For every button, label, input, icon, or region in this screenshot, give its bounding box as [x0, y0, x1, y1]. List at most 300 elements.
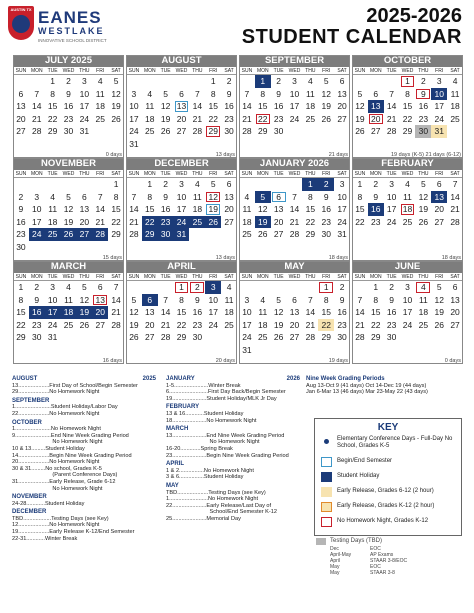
- day-cell: 27: [371, 126, 381, 136]
- school-days-count: 21 days: [328, 152, 348, 158]
- day-cell: 29: [258, 126, 268, 136]
- day-cell: 14: [242, 101, 252, 111]
- day-cell: 9: [276, 88, 281, 99]
- notes-row: 24-28............Student Holiday: [12, 500, 85, 507]
- day-cell: 28: [129, 229, 139, 239]
- day-cell: 31: [129, 138, 139, 149]
- grading-periods: [306, 374, 466, 396]
- weekday-label: FRI: [96, 68, 105, 74]
- day-cell: 21: [242, 113, 252, 124]
- day-cell: 15: [111, 204, 121, 214]
- key-label: Student Holiday: [337, 473, 380, 479]
- day-cell: 23: [192, 319, 203, 330]
- day-cell: 9: [323, 191, 329, 202]
- school-days-count: 15 days: [102, 255, 122, 261]
- day-cell: 10: [431, 88, 447, 101]
- day-cell: 5: [131, 294, 137, 305]
- notes-row: 1.......................Student Holiday/Labor Day: [12, 404, 118, 411]
- day-cell: 5: [357, 88, 363, 99]
- day-cell: 1: [357, 179, 363, 189]
- day-cell: 2: [339, 282, 345, 292]
- weekday-label: FRI: [96, 171, 105, 177]
- month-title: AUGUST: [126, 55, 237, 67]
- notes-month-label: AUGUST: [12, 376, 38, 382]
- weekday-label: THU: [79, 68, 90, 74]
- day-cell: 25: [258, 332, 268, 342]
- day-cell: 21: [192, 113, 203, 124]
- testing-what: EOC: [370, 564, 381, 570]
- weekday-label: TUE: [386, 171, 397, 177]
- school-days-count: 16 days: [102, 358, 122, 364]
- day-cell: 17: [434, 101, 444, 111]
- logo-sub: WESTLAKE: [38, 26, 105, 36]
- day-cell: 18: [192, 204, 203, 214]
- day-cell: 28: [192, 126, 203, 136]
- day-cell: 31: [337, 229, 347, 239]
- weekday-label: SUN: [15, 274, 27, 280]
- day-cell: 16: [368, 203, 384, 216]
- month-title: DECEMBER: [126, 158, 237, 170]
- grading-row: Jan 6-Mar 13 (46 days) Mar 23-May 22 (43 days): [306, 389, 428, 396]
- notes-column-1: [12, 374, 162, 542]
- notes-month-heading: [12, 398, 162, 405]
- weekday-label: SUN: [354, 68, 366, 74]
- day-cell: 22: [305, 216, 316, 227]
- day-cell: 13: [16, 101, 26, 111]
- notes-row: 20....................No Homework Night: [12, 459, 100, 466]
- day-cell: 12: [258, 204, 268, 214]
- day-cell: 16: [192, 307, 203, 317]
- day-cell: 11: [48, 204, 58, 214]
- key-label: Early Release, Grades 6-12 (2 hour): [337, 488, 434, 494]
- notes-row: No Homework Night: [166, 439, 260, 446]
- notes-row: 13 & 16............Student Holiday: [166, 410, 244, 417]
- weekday-label: FRI: [209, 274, 218, 280]
- day-cell: 8: [113, 191, 119, 202]
- day-cell: 25: [402, 216, 413, 227]
- month-frame: [13, 261, 124, 364]
- day-cell: 25: [418, 319, 429, 330]
- weekday-label: SAT: [111, 274, 121, 280]
- day-cell: 28: [92, 228, 108, 241]
- school-days-count: 19 days (K-5) 21 days (6-12): [390, 152, 461, 158]
- weekday-label: WED: [62, 68, 75, 74]
- notes-row: TBD..................Testing Days (see Key): [12, 515, 109, 522]
- day-cell: 12: [418, 191, 429, 202]
- day-cell: 12: [79, 294, 90, 305]
- day-cell: 13: [337, 88, 347, 99]
- day-cell: 12: [129, 307, 139, 317]
- day-cell: 15: [208, 101, 218, 111]
- day-cell: 26: [273, 332, 284, 342]
- day-cell: 22: [208, 113, 218, 124]
- day-cell: 26: [79, 319, 90, 330]
- month-title: MAY: [239, 261, 350, 273]
- day-cell: 28: [160, 332, 171, 342]
- day-cell: 18: [47, 216, 58, 227]
- day-cell: 10: [32, 204, 42, 214]
- day-cell: 2: [34, 282, 40, 292]
- month-title: OCTOBER: [352, 55, 463, 67]
- testing-what: STAAR 3-8/EOC: [370, 558, 408, 564]
- notes-row: 3 & 6................Student Holiday: [166, 474, 244, 481]
- weekday-label: TUE: [47, 171, 58, 177]
- day-cell: 10: [79, 88, 90, 99]
- grading-row: Aug 13-Oct 9 (41 days) Oct 14-Dec 19 (44 days): [306, 382, 427, 389]
- day-cell: 15: [355, 204, 365, 214]
- weekday-label: SUN: [128, 274, 140, 280]
- day-cell: 28: [450, 216, 460, 227]
- weekday-label: TUE: [160, 68, 171, 74]
- weekday-label: SUN: [128, 171, 140, 177]
- day-cell: 5: [163, 88, 168, 99]
- day-cell: 23: [418, 113, 429, 124]
- notes-row: No Homework Night: [12, 439, 103, 446]
- day-cell: 24: [289, 113, 300, 124]
- day-cell: 22: [142, 216, 158, 229]
- day-cell: 23: [16, 229, 26, 239]
- notes-month-heading: [12, 494, 162, 501]
- day-cell: 21: [111, 307, 121, 317]
- day-cell: 2: [18, 191, 24, 202]
- day-cell: 26: [321, 113, 331, 124]
- notes-row: 1 & 2................No Homework Night: [166, 467, 254, 474]
- school-days-count: 13 days: [215, 152, 235, 158]
- district-logo: AUSTIN TX EANES WESTLAKE INNOVATIVE SCHOOL DISTRICT: [8, 6, 140, 50]
- day-cell: 6: [452, 282, 458, 292]
- day-cell: 18: [258, 319, 268, 330]
- day-cell: 26: [355, 126, 365, 136]
- day-cell: 23: [158, 216, 174, 229]
- day-cell: 26: [61, 228, 77, 241]
- weekday-label: SAT: [337, 171, 347, 177]
- weekday-label: MON: [30, 68, 43, 74]
- day-cell: 12: [355, 101, 365, 111]
- notes-row: 13......................End Nine Week Grading Period: [166, 432, 285, 439]
- key-item: [315, 500, 461, 515]
- notes-month-label: NOVEMBER: [12, 494, 47, 501]
- day-cell: 22: [355, 216, 365, 227]
- day-cell: 7: [244, 88, 250, 99]
- day-cell: 20: [368, 113, 384, 126]
- day-cell: 10: [289, 88, 300, 99]
- day-cell: 20: [434, 204, 444, 214]
- day-cell: 19: [205, 203, 221, 216]
- weekday-label: FRI: [435, 274, 444, 280]
- month-frame: [126, 55, 237, 158]
- testing-what: AP Exams: [370, 552, 394, 558]
- notes-month-heading: [12, 420, 162, 427]
- weekday-label: TUE: [273, 171, 284, 177]
- day-cell: 2: [420, 76, 426, 86]
- key-label: Begin/End Semester: [337, 458, 393, 464]
- day-cell: 21: [305, 319, 316, 330]
- weekday-label: WED: [175, 274, 188, 280]
- day-cell: 21: [450, 204, 460, 214]
- day-cell: 14: [289, 204, 300, 214]
- notes-month-heading: [166, 426, 306, 433]
- weekday-label: SAT: [450, 274, 460, 280]
- logo-district: INNOVATIVE SCHOOL DISTRICT: [38, 38, 107, 43]
- testing-when: April: [330, 558, 341, 564]
- weekday-label: MON: [143, 171, 156, 177]
- weekday-label: THU: [305, 171, 316, 177]
- day-cell: 29: [305, 229, 316, 239]
- day-cell: 3: [50, 282, 55, 292]
- key-swatch-icon: [321, 472, 332, 482]
- day-cell: 6: [271, 191, 287, 204]
- day-cell: 20: [224, 204, 234, 214]
- day-cell: 9: [66, 88, 71, 99]
- day-cell: 13: [431, 191, 447, 204]
- day-cell: 23: [32, 319, 42, 330]
- day-cell: 14: [450, 191, 460, 202]
- day-cell: 14: [111, 294, 121, 305]
- day-cell: 30: [386, 332, 397, 342]
- notes-row: 22....................No Homework Night: [12, 410, 100, 417]
- testing-what: EOC: [370, 546, 381, 552]
- day-cell: 19: [273, 319, 284, 330]
- weekday-label: SAT: [450, 68, 460, 74]
- day-cell: 8: [260, 88, 266, 99]
- month-frame: [126, 261, 237, 364]
- day-cell: 10: [47, 294, 58, 305]
- day-cell: 31: [431, 125, 447, 138]
- day-cell: 11: [242, 204, 252, 214]
- grading-title: Nine Week Grading Periods: [306, 376, 385, 382]
- day-cell: 17: [386, 204, 397, 214]
- day-cell: 1: [50, 76, 55, 86]
- day-cell: 22: [111, 216, 121, 227]
- day-cell: 20: [92, 306, 108, 319]
- day-cell: 15: [321, 307, 331, 317]
- day-cell: 18: [450, 101, 460, 111]
- day-cell: 15: [16, 307, 26, 317]
- day-cell: 15: [145, 204, 155, 214]
- day-cell: 27: [145, 332, 155, 342]
- calendar-key: [314, 418, 462, 536]
- weekday-label: WED: [401, 274, 414, 280]
- day-cell: 20: [176, 113, 187, 124]
- day-cell: 5: [276, 294, 281, 305]
- day-cell: 30: [32, 332, 42, 342]
- weekday-label: THU: [305, 68, 316, 74]
- weekday-label: FRI: [209, 68, 218, 74]
- day-cell: 9: [18, 204, 24, 214]
- weekday-label: SUN: [15, 68, 27, 74]
- day-cell: 25: [305, 113, 316, 124]
- notes-row: 19....................Early Release K-12/End Semester: [12, 529, 135, 536]
- day-cell: 3: [179, 179, 184, 189]
- month-frame: [13, 55, 124, 158]
- day-cell: 30: [192, 332, 203, 342]
- day-cell: 9: [194, 294, 200, 305]
- notes-row: 30 & 31.........No school, Grades K-5: [12, 465, 102, 472]
- month-frame: [126, 158, 237, 261]
- day-cell: 10: [176, 191, 187, 202]
- day-cell: 21: [129, 216, 139, 227]
- day-cell: 1: [113, 179, 119, 189]
- weekday-label: SUN: [15, 171, 27, 177]
- day-cell: 7: [34, 88, 40, 99]
- day-cell: 21: [160, 319, 171, 330]
- weekday-label: FRI: [435, 171, 444, 177]
- day-cell: 28: [386, 126, 397, 136]
- school-year: 2025-2026: [366, 5, 462, 27]
- day-cell: 24: [337, 216, 347, 227]
- month-title: JULY 2025: [13, 55, 124, 67]
- day-cell: 12: [434, 294, 444, 305]
- calendar-title: STUDENT CALENDAR: [241, 26, 462, 48]
- day-cell: 2: [163, 179, 168, 189]
- key-swatch-icon: [324, 439, 329, 444]
- page-title: [242, 6, 462, 48]
- day-cell: 15: [305, 204, 316, 214]
- day-cell: 23: [371, 216, 381, 227]
- day-cell: 19: [321, 101, 331, 111]
- weekday-label: FRI: [322, 274, 331, 280]
- day-cell: 8: [210, 88, 216, 99]
- day-cell: 18: [95, 101, 105, 111]
- key-swatch-icon: [321, 487, 332, 497]
- day-cell: 24: [242, 332, 252, 342]
- weekday-label: TUE: [386, 274, 397, 280]
- day-cell: 16: [273, 101, 284, 111]
- day-cell: 6: [142, 294, 158, 307]
- notes-row: 18......................No Homework Night: [166, 417, 257, 424]
- weekday-label: THU: [192, 171, 203, 177]
- day-cell: 25: [145, 126, 155, 136]
- day-cell: 8: [50, 88, 55, 99]
- weekday-label: THU: [305, 274, 316, 280]
- day-cell: 17: [79, 101, 90, 111]
- day-cell: 21: [355, 319, 365, 330]
- day-cell: 7: [357, 294, 363, 305]
- day-cell: 29: [142, 228, 158, 241]
- weekday-label: MON: [30, 274, 43, 280]
- day-cell: 16: [16, 216, 26, 227]
- day-cell: 13: [450, 294, 460, 305]
- day-cell: 18: [400, 203, 416, 216]
- month-frame: [239, 261, 350, 364]
- day-cell: 7: [452, 179, 458, 189]
- day-cell: 6: [97, 282, 103, 292]
- day-cell: 29: [111, 229, 121, 239]
- day-cell: 28: [355, 332, 365, 342]
- day-cell: 5: [113, 76, 119, 86]
- day-cell: 11: [450, 88, 460, 99]
- notes-month-label: MARCH: [166, 426, 189, 433]
- day-cell: 7: [97, 191, 103, 202]
- day-cell: 4: [260, 294, 266, 305]
- notes-month-heading: [166, 376, 306, 383]
- day-cell: 11: [145, 101, 155, 111]
- testing-title: Testing Days (TBD): [330, 538, 383, 544]
- day-cell: 25: [63, 319, 74, 330]
- day-cell: 20: [289, 319, 300, 330]
- weekday-label: SUN: [354, 171, 366, 177]
- day-cell: 20: [450, 307, 460, 317]
- weekday-label: THU: [192, 274, 203, 280]
- notes-row: 9.......................End Nine Week Grading Period: [12, 432, 129, 439]
- notes-row: TBD....................Testing Days (see Key): [166, 489, 266, 496]
- testing-what: STAAR 3-8: [370, 570, 395, 576]
- notes-month-label: JANUARY: [166, 376, 195, 382]
- day-cell: 5: [81, 282, 87, 292]
- day-cell: 20: [79, 216, 90, 227]
- weekday-label: FRI: [322, 68, 331, 74]
- day-cell: 20: [337, 101, 347, 111]
- weekday-label: MON: [256, 68, 269, 74]
- day-cell: 25: [95, 113, 105, 124]
- day-cell: 12: [160, 101, 171, 111]
- day-cell: 10: [337, 191, 347, 202]
- day-cell: 24: [129, 126, 139, 136]
- day-cell: 21: [386, 113, 397, 124]
- day-cell: 17: [208, 307, 218, 317]
- day-cell: 3: [292, 76, 297, 86]
- day-cell: 11: [305, 88, 315, 99]
- key-item: [315, 515, 461, 530]
- weekday-label: THU: [418, 274, 429, 280]
- day-cell: 11: [224, 294, 234, 305]
- day-cell: 17: [289, 101, 300, 111]
- day-cell: 15: [47, 101, 58, 111]
- day-cell: 15: [176, 307, 187, 317]
- day-cell: 26: [434, 319, 444, 330]
- day-cell: 17: [45, 306, 61, 319]
- day-cell: 12: [111, 88, 121, 99]
- weekday-label: THU: [192, 68, 203, 74]
- weekday-label: SUN: [354, 274, 366, 280]
- day-cell: 8: [179, 294, 184, 305]
- day-cell: 13: [174, 100, 190, 113]
- day-cell: 18: [418, 307, 429, 317]
- school-days-count: 13 days: [215, 255, 235, 261]
- notes-row: 1.......................No Homework Night: [12, 426, 101, 433]
- day-cell: 1: [147, 179, 153, 189]
- logo-name: EANES: [38, 8, 102, 27]
- day-cell: 16: [337, 307, 347, 317]
- day-cell: 11: [403, 191, 412, 202]
- day-cell: 27: [450, 319, 460, 330]
- day-cell: 11: [95, 88, 105, 99]
- notes-row: 13....................First Day of School/Begin Semester: [12, 382, 138, 389]
- day-cell: 6: [373, 88, 379, 99]
- month-title: MARCH: [13, 261, 124, 273]
- key-item: [315, 455, 461, 470]
- day-cell: 22: [318, 319, 334, 332]
- day-cell: 11: [192, 191, 202, 202]
- day-cell: 3: [389, 179, 394, 189]
- school-days-count: 18 days: [441, 255, 461, 261]
- day-cell: 11: [418, 294, 428, 305]
- notes-month-heading: [166, 483, 306, 490]
- day-cell: 2: [318, 178, 334, 191]
- day-cell: 5: [436, 282, 442, 292]
- day-cell: 22: [371, 319, 381, 330]
- day-cell: 27: [16, 126, 26, 136]
- day-cell: 3: [131, 88, 137, 99]
- day-cell: 6: [226, 179, 232, 189]
- day-cell: 7: [292, 191, 297, 202]
- day-cell: 8: [18, 294, 24, 305]
- notes-row: 22......................Early Release/Last Day of: [166, 502, 272, 509]
- notes-month-label: MAY: [166, 482, 179, 489]
- notes-row: School/End Semester K-12: [166, 509, 277, 516]
- day-cell: 7: [389, 88, 394, 99]
- day-cell: 23: [63, 113, 74, 124]
